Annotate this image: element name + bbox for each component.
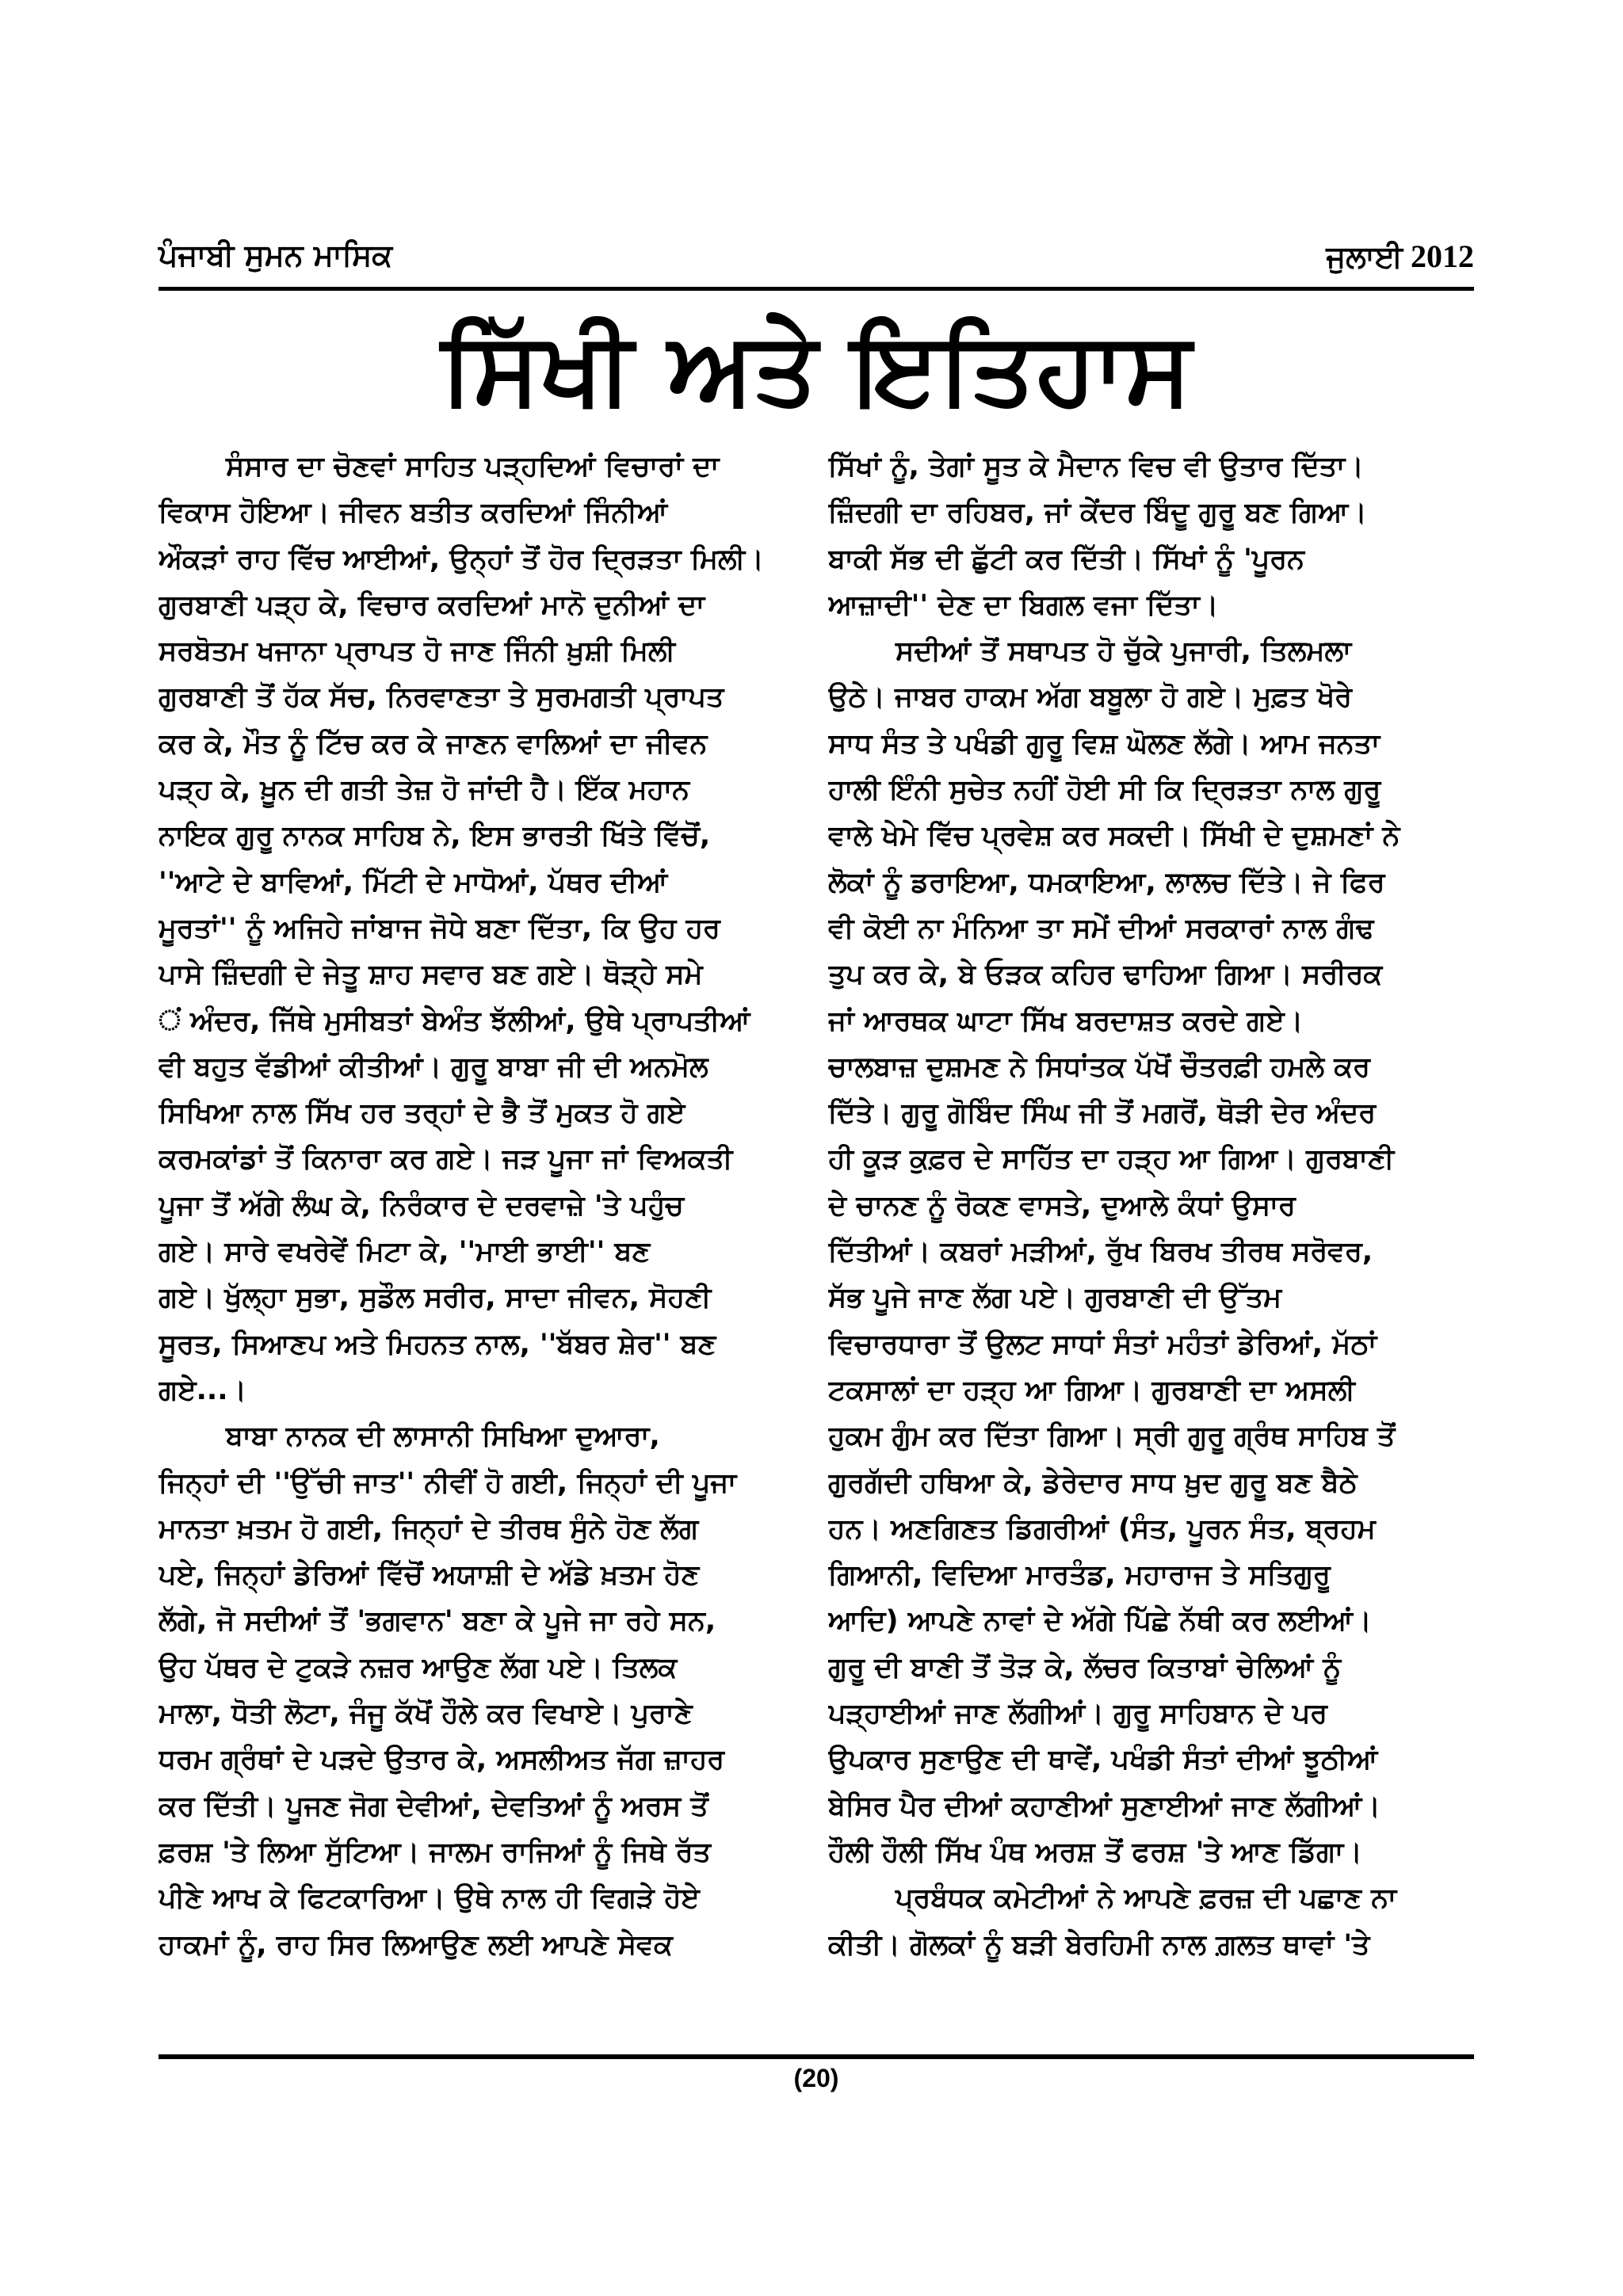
text-line: ਦਿੱਤੀਆਂ। ਕਬਰਾਂ ਮੜੀਆਂ, ਰੁੱਖ ਬਿਰਖ ਤੀਰਥ ਸਰੋਵਰ, [828,1236,1373,1268]
issue-month: ਜੁਲਾਈ [1326,239,1403,274]
text-line: ਔਕੜਾਂ ਰਾਹ ਵਿੱਚ ਆਈਆਂ, ਉਨ੍ਹਾਂ ਤੋਂ ਹੋਰ ਦ੍ਰਿੜਤਾ ਮਿਲੀ। [158,543,764,575]
text-line: ਮਾਲਾ, ਧੋਤੀ ਲੋਟਾ, ਜੰਜੂ ਕੱਖੋਂ ਹੌਲੇ ਕਰ ਵਿਖਾਏ। ਪੁਰਾਣੇ [158,1698,693,1730]
text-line: ਵਿਚਾਰਧਾਰਾ ਤੋਂ ਉਲਟ ਸਾਧਾਂ ਸੰਤਾਂ ਮਹੰਤਾਂ ਡੇਰਿਆਂ, ਮੱਠਾਂ [828,1328,1377,1360]
text-line: ਨਾਇਕ ਗੁਰੂ ਨਾਨਕ ਸਾਹਿਬ ਨੇ, ਇਸ ਭਾਰਤੀ ਖਿੱਤੇ ਵਿੱਚੋਂ, [158,820,711,852]
text-column-right [828,444,1474,2044]
text-line: ਦੇ ਚਾਨਣ ਨੂੰ ਰੋਕਣ ਵਾਸਤੇ, ਦੁਆਲੇ ਕੰਧਾਂ ਉਸਾਰ [828,1189,1296,1222]
text-line: ਪੜ੍ਹਾਈਆਂ ਜਾਣ ਲੱਗੀਆਂ। ਗੁਰੂ ਸਾਹਿਬਾਨ ਦੇ ਪਰ [828,1698,1327,1730]
text-line: ਸੂਰਤ, ਸਿਆਣਪ ਅਤੇ ਮਿਹਨਤ ਨਾਲ, ''ਬੱਬਰ ਸ਼ੇਰ'' ਬਣ [158,1328,716,1360]
text-column-left [158,444,804,2044]
text-line: ਬਾਕੀ ਸੱਭ ਦੀ ਛੁੱਟੀ ਕਰ ਦਿੱਤੀ। ਸਿੱਖਾਂ ਨੂੰ 'ਪੂਰਨ [828,543,1304,575]
text-line: ਬੇਸਿਰ ਪੈਰ ਦੀਆਂ ਕਹਾਣੀਆਂ ਸੁਣਾਈਆਂ ਜਾਣ ਲੱਗੀਆਂ। [828,1790,1381,1822]
text-line: ਫ਼ਰਸ਼ 'ਤੇ ਲਿਆ ਸੁੱਟਿਆ। ਜਾਲਮ ਰਾਜਿਆਂ ਨੂੰ ਜਿਥੇ ਰੱਤ [158,1836,712,1868]
text-line: ਤੁਪ ਕਰ ਕੇ, ਬੇ ਓੜਕ ਕਹਿਰ ਢਾਹਿਆ ਗਿਆ। ਸਰੀਰਕ [828,959,1383,991]
text-line: ਹੁਕਮ ਗੁੰਮ ਕਰ ਦਿੱਤਾ ਗਿਆ। ਸ੍ਰੀ ਗੁਰੂ ਗ੍ਰੰਥ ਸਾਹਿਬ ਤੋਂ [828,1421,1396,1453]
text-line: ਜਾਂ ਆਰਥਕ ਘਾਟਾ ਸਿੱਖ ਬਰਦਾਸ਼ਤ ਕਰਦੇ ਗਏ। [828,1005,1304,1037]
text-line: ਉਹ ਪੱਥਰ ਦੇ ਟੁਕੜੇ ਨਜ਼ਰ ਆਉਣ ਲੱਗ ਪਏ। ਤਿਲਕ [158,1651,678,1684]
text-line: ਪੂਜਾ ਤੋਂ ਅੱਗੇ ਲੰਘ ਕੇ, ਨਿਰੰਕਾਰ ਦੇ ਦਰਵਾਜ਼ੇ 'ਤੇ ਪਹੁੰਚ [158,1189,684,1222]
text-line: ਗੁਰੂ ਦੀ ਬਾਣੀ ਤੋਂ ਤੋੜ ਕੇ, ਲੱਚਰ ਕਿਤਾਬਾਂ ਚੇਲਿਆਂ ਨੂੰ [828,1651,1342,1684]
text-line: ਵਾਲੇ ਖੇਮੇ ਵਿੱਚ ਪ੍ਰਵੇਸ਼ ਕਰ ਸਕਦੀ। ਸਿੱਖੀ ਦੇ ਦੁਸ਼ਮਣਾਂ ਨੇ [828,820,1400,852]
text-line: ਸੱਭ ਪੂਜੇ ਜਾਣ ਲੱਗ ਪਏ। ਗੁਰਬਾਣੀ ਦੀ ਉੱਤਮ [828,1282,1282,1314]
text-line: ਪੜ੍ਹ ਕੇ, ਖ਼ੂਨ ਦੀ ਗਤੀ ਤੇਜ਼ ਹੋ ਜਾਂਦੀ ਹੈ। ਇੱਕ ਮਹਾਨ [158,774,690,807]
text-line: ਮਾਨਤਾ ਖ਼ਤਮ ਹੋ ਗਈ, ਜਿਨ੍ਹਾਂ ਦੇ ਤੀਰਥ ਸੁੰਨੇ ਹੋਣ ਲੱਗ [158,1512,699,1545]
text-line: ਗੁਰਬਾਣੀ ਪੜ੍ਹ ਕੇ, ਵਿਚਾਰ ਕਰਦਿਆਂ ਮਾਨੋ ਦੁਨੀਆਂ ਦਾ [158,589,705,621]
text-line: ਬਾਬਾ ਨਾਨਕ ਦੀ ਲਾਸਾਨੀ ਸਿਖਿਆ ਦੁਆਰਾ, [226,1421,660,1453]
header-rule [158,287,1474,291]
footer-rule [158,2054,1474,2059]
text-line: ਪੀਣੇ ਆਖ ਕੇ ਫਿਟਕਾਰਿਆ। ਉਥੇ ਨਾਲ ਹੀ ਵਿਗੜੇ ਹੋਏ [158,1882,700,1915]
text-line: ਸਿੱਖਾਂ ਨੂੰ, ਤੇਗਾਂ ਸੂਤ ਕੇ ਮੈਦਾਨ ਵਿਚ ਵੀ ਉਤਾਰ ਦਿੱਤਾ। [828,451,1364,482]
text-line: ਗੁਰਗੱਦੀ ਹਥਿਆ ਕੇ, ਡੇਰੇਦਾਰ ਸਾਧ ਖ਼ੁਦ ਗੁਰੂ ਬਣ ਬੈਠੇ [828,1466,1358,1499]
text-line: ਸਿਖਿਆ ਨਾਲ ਸਿੱਖ ਹਰ ਤਰ੍ਹਾਂ ਦੇ ਭੈ ਤੋਂ ਮੁਕਤ ਹੋ ਗਏ [158,1097,685,1130]
text-line: ਹੌਲੀ ਹੌਲੀ ਸਿੱਖ ਪੰਥ ਅਰਸ਼ ਤੋਂ ਫਰਸ਼ 'ਤੇ ਆਣ ਡਿੱਗਾ। [828,1836,1362,1868]
text-line: ਗੁਰਬਾਣੀ ਤੋਂ ਹੱਕ ਸੱਚ, ਨਿਰਵਾਣਤਾ ਤੇ ਸੁਰਮਗਤੀ ਪ੍ਰਾਪਤ [158,681,724,714]
issue-date [1326,238,1474,275]
text-line: ਹਾਕਮਾਂ ਨੂੰ, ਰਾਹ ਸਿਰ ਲਿਆਉਣ ਲਈ ਆਪਣੇ ਸੇਵਕ [158,1928,673,1961]
text-line: ''ਆਟੇ ਦੇ ਬਾਵਿਆਂ, ਮਿੱਟੀ ਦੇ ਮਾਧੋਆਂ, ਪੱਥਰ ਦੀਆਂ [158,866,668,898]
text-line: ਪ੍ਰਬੰਧਕ ਕਮੇਟੀਆਂ ਨੇ ਆਪਣੇ ਫ਼ਰਜ਼ ਦੀ ਪਛਾਣ ਨਾ [896,1882,1397,1915]
magazine-page [158,0,1474,2296]
article-title: ਸਿੱਖੀ ਅਤੇ ਇਤਿਹਾਸ [441,310,1192,426]
text-line: ਗਏ...। [158,1374,247,1406]
text-line: ਵਿਕਾਸ ਹੋਇਆ। ਜੀਵਨ ਬਤੀਤ ਕਰਦਿਆਂ ਜਿੰਨੀਆਂ [158,497,668,529]
text-line: ਕਰ ਕੇ, ਮੌਤ ਨੂੰ ਟਿੱਚ ਕਰ ਕੇ ਜਾਣਨ ਵਾਲਿਆਂ ਦਾ ਜੀਵਨ [158,727,708,760]
issue-year: 2012 [1411,238,1474,274]
text-line: ਗਿਆਨੀ, ਵਿਦਿਆ ਮਾਰਤੰਡ, ਮਹਾਰਾਜ ਤੇ ਸਤਿਗੁਰੂ [828,1559,1331,1592]
text-line: ਮੂਰਤਾਂ'' ਨੂੰ ਅਜਿਹੇ ਜਾਂਬਾਜ ਜੋਧੇ ਬਣਾ ਦਿੱਤਾ, ਕਿ ਉਹ ਹਰ [158,912,720,944]
text-line: ਲੱਗੇ, ਜੋ ਸਦੀਆਂ ਤੋਂ 'ਭਗਵਾਨ' ਬਣਾ ਕੇ ਪੂਜੇ ਜਾ ਰਹੇ ਸਨ, [158,1605,716,1638]
page-number: (20) [793,2064,839,2092]
text-line: ਉਠੇ। ਜਾਬਰ ਹਾਕਮ ਅੱਗ ਬਬੂਲਾ ਹੋ ਗਏ। ਮੁਫ਼ਤ ਖੋਰੇ [828,681,1352,714]
text-line: ਵੀ ਕੋਈ ਨਾ ਮੰਨਿਆ ਤਾ ਸਮੇਂ ਦੀਆਂ ਸਰਕਾਰਾਂ ਨਾਲ ਗੰਢ [828,912,1374,944]
text-line: ਹਨ। ਅਣਗਿਣਤ ਡਿਗਰੀਆਂ (ਸੰਤ, ਪੂਰਨ ਸੰਤ, ਬ੍ਰਹਮ [828,1512,1376,1545]
text-line: ਪਾਸੇ ਜ਼ਿੰਦਗੀ ਦੇ ਜੇਤੂ ਸ਼ਾਹ ਸਵਾਰ ਬਣ ਗਏ। ਥੋੜ੍ਹੇ ਸਮੇ [158,959,703,991]
text-line: ਕੀਤੀ। ਗੋਲਕਾਂ ਨੂੰ ਬੜੀ ਬੇਰਹਿਮੀ ਨਾਲ ਗ਼ਲਤ ਥਾਵਾਂ 'ਤੇ [828,1928,1370,1961]
text-line: ਉਪਕਾਰ ਸੁਣਾਉਣ ਦੀ ਥਾਵੇਂ, ਪਖੰਡੀ ਸੰਤਾਂ ਦੀਆਂ ਝੂਠੀਆਂ [828,1744,1378,1776]
text-line: ਧਰਮ ਗ੍ਰੰਥਾਂ ਦੇ ਪੜਦੇ ਉਤਾਰ ਕੇ, ਅਸਲੀਅਤ ਜੱਗ ਜ਼ਾਹਰ [158,1744,725,1776]
text-line: ਆਦਿ) ਆਪਣੇ ਨਾਵਾਂ ਦੇ ਅੱਗੇ ਪਿੱਛੇ ਨੱਥੀ ਕਰ ਲਈਆਂ। [828,1605,1372,1638]
text-line: ਜਿਨ੍ਹਾਂ ਦੀ ''ਉੱਚੀ ਜਾਤ'' ਨੀਵੀਂ ਹੋ ਗਈ, ਜਿਨ੍ਹਾਂ ਦੀ ਪੂਜਾ [158,1466,737,1499]
text-line: ਸਾਧ ਸੰਤ ਤੇ ਪਖੰਡੀ ਗੁਰੂ ਵਿਸ਼ ਘੋਲਣ ਲੱਗੇ। ਆਮ ਜਨਤਾ [828,727,1381,760]
text-line: ਆਜ਼ਾਦੀ'' ਦੇਣ ਦਾ ਬਿਗਲ ਵਜਾ ਦਿੱਤਾ। [828,589,1219,621]
text-line: ਗਏ। ਸਾਰੇ ਵਖਰੇਵੇਂ ਮਿਟਾ ਕੇ, ''ਮਾਈ ਭਾਈ'' ਬਣ [158,1236,651,1268]
text-line: ਸੰਸਾਰ ਦਾ ਚੋਣਵਾਂ ਸਾਹਿਤ ਪੜ੍ਹਦਿਆਂ ਵਿਚਾਰਾਂ ਦਾ [226,451,720,482]
text-line: ਸਰਬੋਤਮ ਖਜਾਨਾ ਪ੍ਰਾਪਤ ਹੋ ਜਾਣ ਜਿੰਨੀ ਖ਼ੁਸ਼ੀ ਮਿਲੀ [158,635,676,668]
text-line: ਵੀ ਬਹੁਤ ਵੱਡੀਆਂ ਕੀਤੀਆਂ। ਗੁਰੂ ਬਾਬਾ ਜੀ ਦੀ ਅਨਮੋਲ [158,1051,708,1083]
page-header [158,238,1474,276]
text-line: ਂ ਅੰਦਰ, ਜਿੱਥੇ ਮੁਸੀਬਤਾਂ ਬੇਅੰਤ ਝੱਲੀਆਂ, ਉਥੇ ਪ੍ਰਾਪਤੀਆਂ [158,1005,750,1037]
text-line: ਲੋਕਾਂ ਨੂੰ ਡਰਾਇਆ, ਧਮਕਾਇਆ, ਲਾਲਚ ਦਿੱਤੇ। ਜੇ ਫਿਰ [828,866,1385,898]
text-line: ਸਦੀਆਂ ਤੋਂ ਸਥਾਪਤ ਹੋ ਚੁੱਕੇ ਪੁਜਾਰੀ, ਤਿਲਮਲਾ [896,635,1352,668]
text-line: ਗਏ। ਖੁੱਲ੍ਹਾ ਸੁਭਾ, ਸੁਡੌਲ ਸਰੀਰ, ਸਾਦਾ ਜੀਵਨ, ਸੋਹਣੀ [158,1282,712,1314]
text-line: ਪਏ, ਜਿਨ੍ਹਾਂ ਡੇਰਿਆਂ ਵਿੱਚੋਂ ਅਯਾਸ਼ੀ ਦੇ ਅੱਡੇ ਖ਼ਤਮ ਹੋਣ [158,1559,700,1592]
magazine-name: ਪੰਜਾਬੀ ਸੁਮਨ ਮਾਸਿਕ [158,238,393,273]
text-line: ਟਕਸਾਲਾਂ ਦਾ ਹੜ੍ਹ ਆ ਗਿਆ। ਗੁਰਬਾਣੀ ਦਾ ਅਸਲੀ [828,1374,1355,1406]
text-line: ਜ਼ਿੰਦਗੀ ਦਾ ਰਹਿਬਰ, ਜਾਂ ਕੇਂਦਰ ਬਿੰਦੂ ਗੁਰੂ ਬਣ ਗਿਆ। [828,497,1367,529]
text-line: ਕਰਮਕਾਂਡਾਂ ਤੋਂ ਕਿਨਾਰਾ ਕਰ ਗਏ। ਜੜ ਪੂਜਾ ਜਾਂ ਵਿਅਕਤੀ [158,1143,733,1176]
text-line: ਦਿੱਤੇ। ਗੁਰੂ ਗੋਬਿੰਦ ਸਿੰਘ ਜੀ ਤੋਂ ਮਗਰੋਂ, ਥੋੜੀ ਦੇਰ ਅੰਦਰ [828,1097,1377,1130]
text-line: ਹਾਲੀ ਇੰਨੀ ਸੁਚੇਤ ਨਹੀਂ ਹੋਈ ਸੀ ਕਿ ਦ੍ਰਿੜਤਾ ਨਾਲ ਗੁਰੂ [828,774,1381,807]
text-line: ਚਾਲਬਾਜ਼ ਦੁਸ਼ਮਣ ਨੇ ਸਿਧਾਂਤਕ ਪੱਖੋਂ ਚੌਤਰਫ਼ੀ ਹਮਲੇ ਕਰ [828,1051,1370,1083]
text-line: ਕਰ ਦਿੱਤੀ। ਪੂਜਣ ਜੋਗ ਦੇਵੀਆਂ, ਦੇਵਤਿਆਂ ਨੂੰ ਅਰਸ ਤੋਂ [158,1790,708,1822]
text-line: ਹੀ ਕੂੜ ਕੁਫ਼ਰ ਦੇ ਸਾਹਿੱਤ ਦਾ ਹੜ੍ਹ ਆ ਗਿਆ। ਗੁਰਬਾਣੀ [828,1143,1395,1176]
